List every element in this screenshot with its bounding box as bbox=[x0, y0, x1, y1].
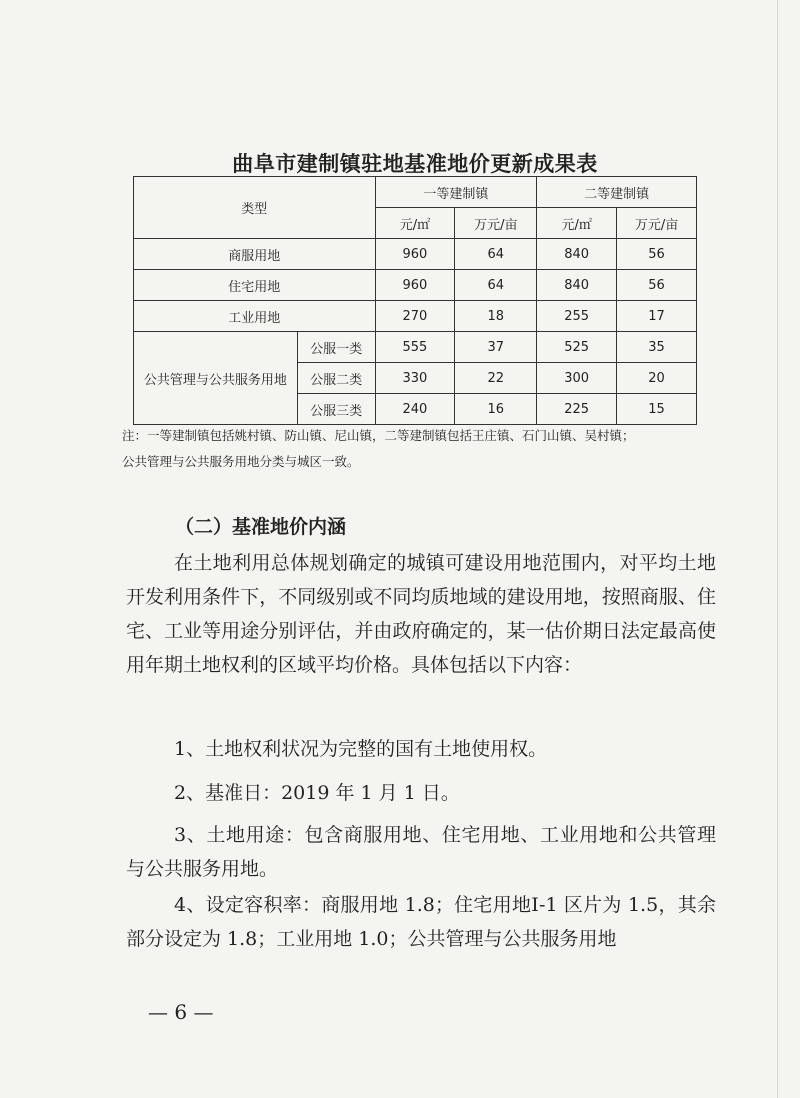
table-title: 曲阜市建制镇驻地基准地价更新成果表 bbox=[232, 151, 598, 176]
sub-row-label: 公服三类 bbox=[297, 394, 375, 425]
table-cell: 20 bbox=[617, 363, 697, 394]
table-cell: 15 bbox=[617, 394, 697, 425]
table-cell: 17 bbox=[617, 301, 697, 332]
sub-row-label: 公服一类 bbox=[297, 332, 375, 363]
table-cell: 240 bbox=[375, 394, 455, 425]
table-cell: 56 bbox=[617, 270, 697, 301]
list-item-1: 1、土地权利状况为完整的国有土地使用权。 bbox=[174, 738, 548, 760]
table-cell: 255 bbox=[537, 301, 617, 332]
table-cell: 225 bbox=[537, 394, 617, 425]
unit-mu: 万元/亩 bbox=[455, 208, 537, 239]
land-price-table bbox=[133, 176, 697, 425]
header-grade1: 一等建制镇 bbox=[375, 177, 537, 208]
table-header-row bbox=[134, 177, 697, 208]
row-label: 工业用地 bbox=[134, 301, 376, 332]
table-cell: 525 bbox=[537, 332, 617, 363]
table-cell: 840 bbox=[537, 270, 617, 301]
table-row bbox=[134, 301, 697, 332]
table-cell: 300 bbox=[537, 363, 617, 394]
table-cell: 37 bbox=[455, 332, 537, 363]
unit-mu: 万元/亩 bbox=[617, 208, 697, 239]
table-cell: 64 bbox=[455, 270, 537, 301]
table-cell: 16 bbox=[455, 394, 537, 425]
public-group-label: 公共管理与公共服务用地 bbox=[134, 332, 298, 425]
page-edge bbox=[777, 0, 778, 1098]
header-grade2: 二等建制镇 bbox=[537, 177, 697, 208]
unit-m2: 元/㎡ bbox=[537, 208, 617, 239]
table-cell: 18 bbox=[455, 301, 537, 332]
table-cell: 960 bbox=[375, 270, 455, 301]
table-cell: 56 bbox=[617, 239, 697, 270]
table-row bbox=[134, 270, 697, 301]
intro-paragraph: 在土地利用总体规划确定的城镇可建设用地范围内，对平均土地开发利用条件下，不同级别或不同均质地域的建设用地，按照商服、住宅、工业等用途分别评估，并由政府确定的，某一估价期日法定最高使用年期土地权利的区域平均价格。具体包括以下内容： bbox=[126, 552, 716, 676]
list-item-3: 3、土地用途：包含商服用地、住宅用地、工业用地和公共管理与公共服务用地。 bbox=[126, 824, 716, 880]
table-note-line2: 公共管理与公共服务用地分类与城区一致。 bbox=[122, 454, 360, 469]
list-item-4: 4、设定容积率：商服用地 1.8；住宅用地Ⅰ-1 区片为 1.5，其余部分设定为 1.8；工业用地 1.0；公共管理与公共服务用地 bbox=[126, 894, 716, 950]
table-cell: 270 bbox=[375, 301, 455, 332]
table-cell: 35 bbox=[617, 332, 697, 363]
table-row bbox=[134, 332, 697, 363]
table-cell: 22 bbox=[455, 363, 537, 394]
row-label: 商服用地 bbox=[134, 239, 376, 270]
table-cell: 64 bbox=[455, 239, 537, 270]
page-number: — 6 — bbox=[148, 1000, 214, 1024]
table-cell: 960 bbox=[375, 239, 455, 270]
section-heading: （二）基准地价内涵 bbox=[175, 516, 347, 538]
table-cell: 330 bbox=[375, 363, 455, 394]
list-item-2: 2、基准日：2019 年 1 月 1 日。 bbox=[174, 782, 460, 804]
header-type: 类型 bbox=[134, 177, 376, 239]
sub-row-label: 公服二类 bbox=[297, 363, 375, 394]
unit-m2: 元/㎡ bbox=[375, 208, 455, 239]
table-cell: 840 bbox=[537, 239, 617, 270]
row-label: 住宅用地 bbox=[134, 270, 376, 301]
table-cell: 555 bbox=[375, 332, 455, 363]
table-note-line1: 注：一等建制镇包括姚村镇、防山镇、尼山镇，二等建制镇包括王庄镇、石门山镇、吴村镇； bbox=[122, 428, 635, 443]
table-row bbox=[134, 239, 697, 270]
